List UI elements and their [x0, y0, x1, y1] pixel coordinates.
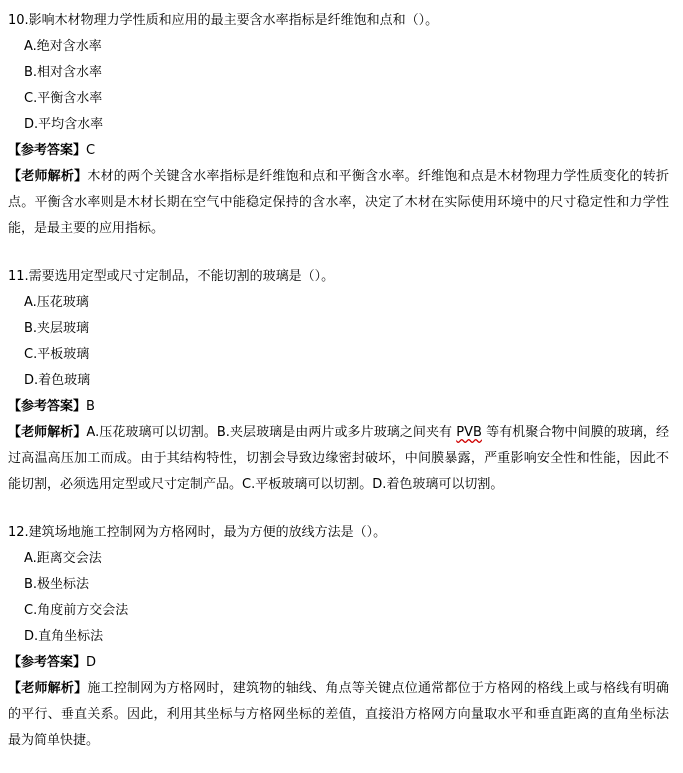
teacher-analysis — [8, 676, 669, 754]
answer-value: B — [86, 399, 95, 414]
option-a: A.绝对含水率 — [24, 39, 102, 54]
option-c: C.平衡含水率 — [24, 91, 103, 106]
analysis-tag: 【老师解析】 — [8, 681, 88, 696]
reference-answer — [8, 650, 673, 676]
analysis-text-part-2: 等有机聚合物中间膜的玻璃，经过高温高压加工而成。由于其结构特性，切割会导致边缘密封破坏，中间膜暴露，严重影响安全性和性能，因此不能切割，必须选用定型或尺寸定制产品。C.平板玻璃可以切割。D.着色玻璃可以切割。 — [8, 425, 670, 492]
question-stem: 11.需要选用定型或尺寸定制品，不能切割的玻璃是（）。 — [8, 269, 335, 284]
question-stem: 10.影响木材物理力学性质和应用的最主要含水率指标是纤维饱和点和（）。 — [8, 13, 439, 28]
analysis-text: 木材的两个关键含水率指标是纤维饱和点和平衡含水率。纤维饱和点是木材物理力学性质变化的转折点。平衡含水率则是木材长期在空气中能稳定保持的含水率，决定了木材在实际使用环境中的尺寸稳定性和力学性能，是最主要的应用指标。 — [8, 169, 669, 236]
option-b: B.极坐标法 — [24, 577, 90, 592]
answer-tag: 【参考答案】 — [8, 399, 87, 414]
question-10 — [8, 8, 673, 242]
reference-answer — [8, 138, 673, 164]
option-b: B.相对含水率 — [24, 65, 103, 80]
option-a: A.距离交会法 — [24, 551, 102, 566]
option-c: C.平板玻璃 — [24, 347, 90, 362]
question-stem: 12.建筑场地施工控制网为方格网时，最为方便的放线方法是（）。 — [8, 525, 387, 540]
option-d: D.着色玻璃 — [24, 373, 91, 388]
option-d: D.平均含水率 — [24, 117, 104, 132]
answer-tag: 【参考答案】 — [8, 655, 87, 670]
question-11 — [8, 264, 673, 498]
teacher-analysis — [8, 420, 669, 498]
option-c: C.角度前方交会法 — [24, 603, 129, 618]
reference-answer — [8, 394, 673, 420]
teacher-analysis — [8, 164, 669, 242]
option-d: D.直角坐标法 — [24, 629, 104, 644]
option-b: B.夹层玻璃 — [24, 321, 90, 336]
analysis-text-part-1: A.压花玻璃可以切割。B.夹层玻璃是由两片或多片玻璃之间夹有 — [86, 425, 457, 440]
answer-value: D — [86, 655, 97, 670]
analysis-tag: 【老师解析】 — [8, 425, 87, 440]
analysis-text: 施工控制网为方格网时，建筑物的轴线、角点等关键点位通常都位于方格网的格线上或与格线有明确的平行、垂直关系。因此，利用其坐标与方格网坐标的差值，直接沿方格网方向量取水平和垂直距离的直角坐标法最为简单快捷。 — [8, 681, 669, 748]
option-a: A.压花玻璃 — [24, 295, 89, 310]
spellcheck-marked-word: PVB — [456, 425, 482, 440]
question-12 — [8, 520, 673, 754]
analysis-tag: 【老师解析】 — [8, 169, 88, 184]
answer-value: C — [86, 143, 96, 158]
answer-tag: 【参考答案】 — [8, 143, 87, 158]
